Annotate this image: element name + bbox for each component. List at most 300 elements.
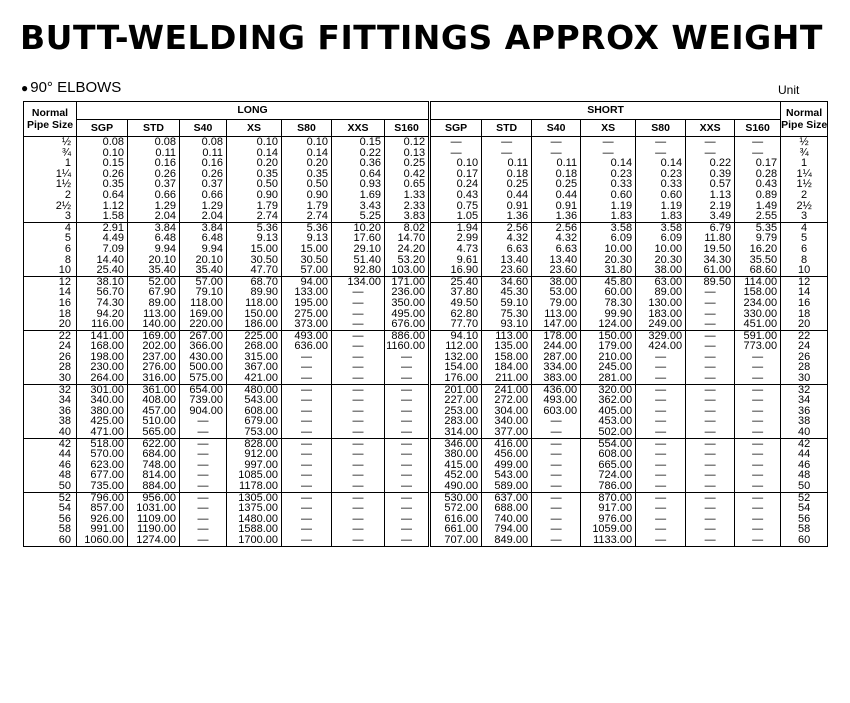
short-cell: 210.00 [581, 352, 636, 363]
short-cell: 178.00 [532, 330, 581, 341]
long-cell: 1031.00 [128, 503, 180, 514]
short-cell: 9.61 [430, 255, 482, 266]
long-cell: — [332, 470, 385, 481]
long-cell: 0.36 [332, 158, 385, 169]
long-cell: 0.11 [128, 148, 180, 159]
short-cell: 94.10 [430, 330, 482, 341]
short-cell: 249.00 [636, 319, 686, 330]
short-cell: 10.00 [636, 244, 686, 255]
nps-cell: 20 [781, 319, 828, 330]
long-cell: — [385, 416, 430, 427]
short-cell: 1.36 [532, 211, 581, 222]
table-row [24, 449, 828, 460]
long-cell: 991.00 [77, 524, 128, 535]
long-cell: 0.64 [77, 190, 128, 201]
short-header: SHORT [430, 102, 781, 120]
long-col-sgp: SGP [77, 120, 128, 137]
nps-cell: 52 [781, 492, 828, 503]
long-cell: — [282, 481, 332, 492]
long-cell: — [180, 460, 227, 471]
long-cell: 1.69 [332, 190, 385, 201]
short-cell: — [636, 148, 686, 159]
short-cell: 329.00 [636, 330, 686, 341]
short-cell: 0.43 [430, 190, 482, 201]
short-cell: 1059.00 [581, 524, 636, 535]
long-cell: 518.00 [77, 438, 128, 449]
table-row [24, 265, 828, 276]
short-cell: 0.14 [581, 158, 636, 169]
short-cell: — [636, 137, 686, 148]
short-cell: 4.73 [430, 244, 482, 255]
long-cell: — [332, 309, 385, 320]
table-row [24, 406, 828, 417]
long-cell: — [180, 481, 227, 492]
long-cell: — [332, 352, 385, 363]
short-cell: — [735, 449, 781, 460]
long-cell: — [332, 319, 385, 330]
short-cell: 38.00 [532, 276, 581, 287]
short-cell: 493.00 [532, 395, 581, 406]
short-cell: 179.00 [581, 341, 636, 352]
short-cell: — [735, 503, 781, 514]
long-cell: 1.29 [180, 201, 227, 212]
nps-cell: 24 [781, 341, 828, 352]
table-row [24, 148, 828, 159]
table-row [24, 190, 828, 201]
short-cell: 665.00 [581, 460, 636, 471]
long-cell: 622.00 [128, 438, 180, 449]
short-cell: 405.00 [581, 406, 636, 417]
table-row [24, 481, 828, 492]
long-cell: 1060.00 [77, 535, 128, 546]
short-cell: 1133.00 [581, 535, 636, 546]
short-cell: 227.00 [430, 395, 482, 406]
nps-cell: 20 [24, 319, 77, 330]
long-cell: — [282, 460, 332, 471]
short-cell: — [686, 287, 735, 298]
long-cell: — [385, 460, 430, 471]
long-cell: — [332, 384, 385, 395]
table-row [24, 309, 828, 320]
short-cell: 150.00 [581, 330, 636, 341]
short-cell: 380.00 [430, 449, 482, 460]
long-cell: 814.00 [128, 470, 180, 481]
long-cell: 103.00 [385, 265, 430, 276]
short-cell: 0.60 [581, 190, 636, 201]
nps-cell: ¾ [781, 148, 828, 159]
short-cell: — [686, 492, 735, 503]
nps-cell: 60 [24, 535, 77, 546]
short-cell: 0.10 [430, 158, 482, 169]
short-cell: 452.00 [430, 470, 482, 481]
long-cell: 735.00 [77, 481, 128, 492]
long-cell: 316.00 [128, 373, 180, 384]
long-cell: — [332, 330, 385, 341]
nps-cell: 26 [781, 352, 828, 363]
nps-cell: 1¼ [781, 169, 828, 180]
short-cell: 320.00 [581, 384, 636, 395]
short-cell: 78.30 [581, 298, 636, 309]
nps-cell: 50 [781, 481, 828, 492]
long-cell: 0.13 [385, 148, 430, 159]
long-cell: 24.20 [385, 244, 430, 255]
long-cell: — [385, 384, 430, 395]
long-cell: 0.50 [227, 179, 282, 190]
long-cell: — [282, 535, 332, 546]
table-row [24, 276, 828, 287]
short-cell: 0.25 [482, 179, 532, 190]
nps-cell: 12 [781, 276, 828, 287]
short-cell: 20.30 [636, 255, 686, 266]
short-cell: — [686, 319, 735, 330]
short-cell: 272.00 [482, 395, 532, 406]
short-cell: 3.58 [636, 222, 686, 233]
short-cell: 0.17 [430, 169, 482, 180]
short-cell: — [686, 460, 735, 471]
nps-cell: 34 [24, 395, 77, 406]
long-cell: 0.16 [128, 158, 180, 169]
short-cell: 38.00 [636, 265, 686, 276]
long-cell: 1700.00 [227, 535, 282, 546]
short-cell: 183.00 [636, 309, 686, 320]
long-cell: 92.80 [332, 265, 385, 276]
short-cell: 132.00 [430, 352, 482, 363]
short-cell: 130.00 [636, 298, 686, 309]
short-cell: 3.58 [581, 222, 636, 233]
long-cell: 315.00 [227, 352, 282, 363]
long-col-xs: XS [227, 120, 282, 137]
long-cell: 676.00 [385, 319, 430, 330]
short-cell: — [532, 137, 581, 148]
short-cell: 0.75 [430, 201, 482, 212]
short-cell: — [686, 449, 735, 460]
nps-cell: 58 [24, 524, 77, 535]
long-cell: — [282, 384, 332, 395]
nps-cell: 6 [781, 244, 828, 255]
table-row [24, 287, 828, 298]
short-cell: 456.00 [482, 449, 532, 460]
short-cell: 794.00 [482, 524, 532, 535]
short-cell: 0.25 [532, 179, 581, 190]
long-cell: 35.40 [180, 265, 227, 276]
long-cell: 20.10 [180, 255, 227, 266]
nps-cell: 38 [24, 416, 77, 427]
long-cell: 3.83 [385, 211, 430, 222]
short-cell: 158.00 [735, 287, 781, 298]
long-cell: 171.00 [385, 276, 430, 287]
nps-cell: 16 [24, 298, 77, 309]
long-cell: 1375.00 [227, 503, 282, 514]
short-cell: — [532, 503, 581, 514]
short-cell: — [735, 406, 781, 417]
table-row [24, 362, 828, 373]
table-row [24, 438, 828, 449]
nps-cell: 10 [781, 265, 828, 276]
long-cell: — [385, 362, 430, 373]
short-cell: 0.44 [532, 190, 581, 201]
long-cell: 753.00 [227, 427, 282, 438]
short-cell: — [686, 148, 735, 159]
long-cell: — [180, 438, 227, 449]
nps-header-left: Normal Pipe Size [24, 102, 77, 137]
long-cell: 956.00 [128, 492, 180, 503]
long-cell: 301.00 [77, 384, 128, 395]
long-cell: 118.00 [227, 298, 282, 309]
long-cell: 828.00 [227, 438, 282, 449]
short-cell: 415.00 [430, 460, 482, 471]
nps-cell: 54 [24, 503, 77, 514]
long-cell: — [282, 416, 332, 427]
nps-cell: 40 [781, 427, 828, 438]
short-cell: 0.22 [686, 158, 735, 169]
long-cell: — [332, 481, 385, 492]
short-cell: — [686, 535, 735, 546]
short-cell: 424.00 [636, 341, 686, 352]
short-cell: 0.24 [430, 179, 482, 190]
short-cell: 244.00 [532, 341, 581, 352]
short-cell: 304.00 [482, 406, 532, 417]
long-cell: 2.91 [77, 222, 128, 233]
long-cell: 10.20 [332, 222, 385, 233]
short-cell: — [735, 470, 781, 481]
long-cell: 8.02 [385, 222, 430, 233]
long-cell: 3.43 [332, 201, 385, 212]
short-cell: 11.80 [686, 233, 735, 244]
long-cell: — [385, 406, 430, 417]
short-cell: 2.56 [532, 222, 581, 233]
long-cell: 264.00 [77, 373, 128, 384]
short-cell: 0.18 [532, 169, 581, 180]
short-cell: 34.60 [482, 276, 532, 287]
short-cell: 688.00 [482, 503, 532, 514]
long-cell: — [385, 427, 430, 438]
long-cell: — [332, 362, 385, 373]
long-cell: 220.00 [180, 319, 227, 330]
long-cell: 886.00 [385, 330, 430, 341]
nps-cell: 26 [24, 352, 77, 363]
short-cell: — [686, 137, 735, 148]
short-cell: 113.00 [482, 330, 532, 341]
page-title: BUTT-WELDING FITTINGS APPROX WEIGHT [20, 18, 823, 57]
nps-cell: 3 [781, 211, 828, 222]
short-cell: — [532, 470, 581, 481]
nps-cell: 2 [781, 190, 828, 201]
short-cell: — [532, 535, 581, 546]
long-cell: 225.00 [227, 330, 282, 341]
nps-cell: 32 [781, 384, 828, 395]
long-cell: 237.00 [128, 352, 180, 363]
table-row [24, 395, 828, 406]
short-cell: 37.80 [430, 287, 482, 298]
long-cell: 52.00 [128, 276, 180, 287]
short-cell: 0.33 [581, 179, 636, 190]
long-cell: — [282, 373, 332, 384]
long-cell: 9.94 [180, 244, 227, 255]
nps-cell: 48 [781, 470, 828, 481]
long-cell: 230.00 [77, 362, 128, 373]
section-subtitle [21, 79, 121, 96]
long-cell: 997.00 [227, 460, 282, 471]
short-cell: — [532, 460, 581, 471]
long-cell: 35.40 [128, 265, 180, 276]
long-cell: 17.60 [332, 233, 385, 244]
short-cell: 62.80 [430, 309, 482, 320]
long-cell: 89.90 [227, 287, 282, 298]
long-cell: 608.00 [227, 406, 282, 417]
short-cell: 0.33 [636, 179, 686, 190]
long-cell: 367.00 [227, 362, 282, 373]
short-cell: 49.50 [430, 298, 482, 309]
nps-cell: 18 [24, 309, 77, 320]
table-row [24, 211, 828, 222]
short-cell: 616.00 [430, 514, 482, 525]
short-cell: — [636, 416, 686, 427]
long-col-s40: S40 [180, 120, 227, 137]
short-cell: 2.55 [735, 211, 781, 222]
short-cell: 976.00 [581, 514, 636, 525]
nps-header-right: Normal Pipe Size [781, 102, 828, 137]
long-cell: 14.70 [385, 233, 430, 244]
long-cell: 30.50 [282, 255, 332, 266]
long-cell: 1.79 [282, 201, 332, 212]
long-cell: — [180, 470, 227, 481]
short-cell: — [686, 406, 735, 417]
long-cell: 168.00 [77, 341, 128, 352]
nps-cell: 56 [24, 514, 77, 525]
long-cell: 0.26 [128, 169, 180, 180]
long-cell: 79.10 [180, 287, 227, 298]
long-cell: — [385, 470, 430, 481]
short-cell: — [532, 438, 581, 449]
nps-cell: 2 [24, 190, 77, 201]
short-cell: — [735, 148, 781, 159]
long-cell: — [332, 535, 385, 546]
short-cell: 9.79 [735, 233, 781, 244]
table-row [24, 233, 828, 244]
nps-cell: 24 [24, 341, 77, 352]
short-cell: — [735, 352, 781, 363]
short-cell: — [686, 416, 735, 427]
long-cell: — [180, 524, 227, 535]
long-cell: 796.00 [77, 492, 128, 503]
long-cell: — [282, 449, 332, 460]
long-cell: 0.90 [282, 190, 332, 201]
short-col-s80: S80 [636, 120, 686, 137]
short-cell: 99.90 [581, 309, 636, 320]
short-cell: 608.00 [581, 449, 636, 460]
short-cell: 0.17 [735, 158, 781, 169]
short-cell: 917.00 [581, 503, 636, 514]
long-cell: 186.00 [227, 319, 282, 330]
table-row [24, 255, 828, 266]
short-cell: 0.44 [482, 190, 532, 201]
short-cell: — [636, 524, 686, 535]
short-cell: 377.00 [482, 427, 532, 438]
long-cell: 575.00 [180, 373, 227, 384]
nps-cell: 8 [781, 255, 828, 266]
table-row [24, 222, 828, 233]
short-cell: 2.19 [686, 201, 735, 212]
long-cell: — [385, 524, 430, 535]
long-cell: 38.10 [77, 276, 128, 287]
long-cell: 1274.00 [128, 535, 180, 546]
nps-cell: 2½ [781, 201, 828, 212]
short-cell: 154.00 [430, 362, 482, 373]
short-cell: 283.00 [430, 416, 482, 427]
short-cell: — [430, 148, 482, 159]
table-row [24, 524, 828, 535]
long-cell: 2.74 [282, 211, 332, 222]
table-row [24, 427, 828, 438]
long-cell: 94.00 [282, 276, 332, 287]
long-cell: 2.04 [180, 211, 227, 222]
long-cell: 1190.00 [128, 524, 180, 535]
short-cell: 490.00 [430, 481, 482, 492]
short-cell: 453.00 [581, 416, 636, 427]
short-cell: 3.49 [686, 211, 735, 222]
short-cell: 4.32 [482, 233, 532, 244]
long-cell: 169.00 [128, 330, 180, 341]
nps-cell: ¾ [24, 148, 77, 159]
short-cell: 1.83 [581, 211, 636, 222]
long-cell: 340.00 [77, 395, 128, 406]
long-cell: 14.40 [77, 255, 128, 266]
nps-cell: 1½ [781, 179, 828, 190]
short-cell: 849.00 [482, 535, 532, 546]
short-cell: 79.00 [532, 298, 581, 309]
short-cell: 554.00 [581, 438, 636, 449]
nps-cell: 46 [24, 460, 77, 471]
long-cell: 56.70 [77, 287, 128, 298]
long-cell: — [385, 373, 430, 384]
nps-cell: 14 [781, 287, 828, 298]
long-cell: 1109.00 [128, 514, 180, 525]
long-cell: — [385, 438, 430, 449]
long-cell: 9.94 [128, 244, 180, 255]
table-row [24, 503, 828, 514]
short-cell: — [735, 460, 781, 471]
short-cell: — [686, 395, 735, 406]
long-cell: 0.90 [227, 190, 282, 201]
short-cell: 201.00 [430, 384, 482, 395]
short-cell: 0.14 [636, 158, 686, 169]
long-cell: — [332, 406, 385, 417]
table-row [24, 169, 828, 180]
long-cell: 421.00 [227, 373, 282, 384]
nps-cell: 46 [781, 460, 828, 471]
short-cell: — [735, 524, 781, 535]
short-cell: 93.10 [482, 319, 532, 330]
long-cell: 0.15 [77, 158, 128, 169]
short-cell: — [636, 384, 686, 395]
long-cell: — [180, 514, 227, 525]
short-cell: 5.35 [735, 222, 781, 233]
long-cell: 0.35 [282, 169, 332, 180]
short-cell: 124.00 [581, 319, 636, 330]
nps-cell: 40 [24, 427, 77, 438]
long-cell: 0.64 [332, 169, 385, 180]
short-cell: — [636, 481, 686, 492]
short-cell: — [686, 309, 735, 320]
long-cell: 2.33 [385, 201, 430, 212]
long-cell: 6.48 [180, 233, 227, 244]
long-cell: — [332, 492, 385, 503]
long-cell: 677.00 [77, 470, 128, 481]
short-cell: 530.00 [430, 492, 482, 503]
short-cell: 0.18 [482, 169, 532, 180]
long-cell: 30.50 [227, 255, 282, 266]
short-cell: 113.00 [532, 309, 581, 320]
